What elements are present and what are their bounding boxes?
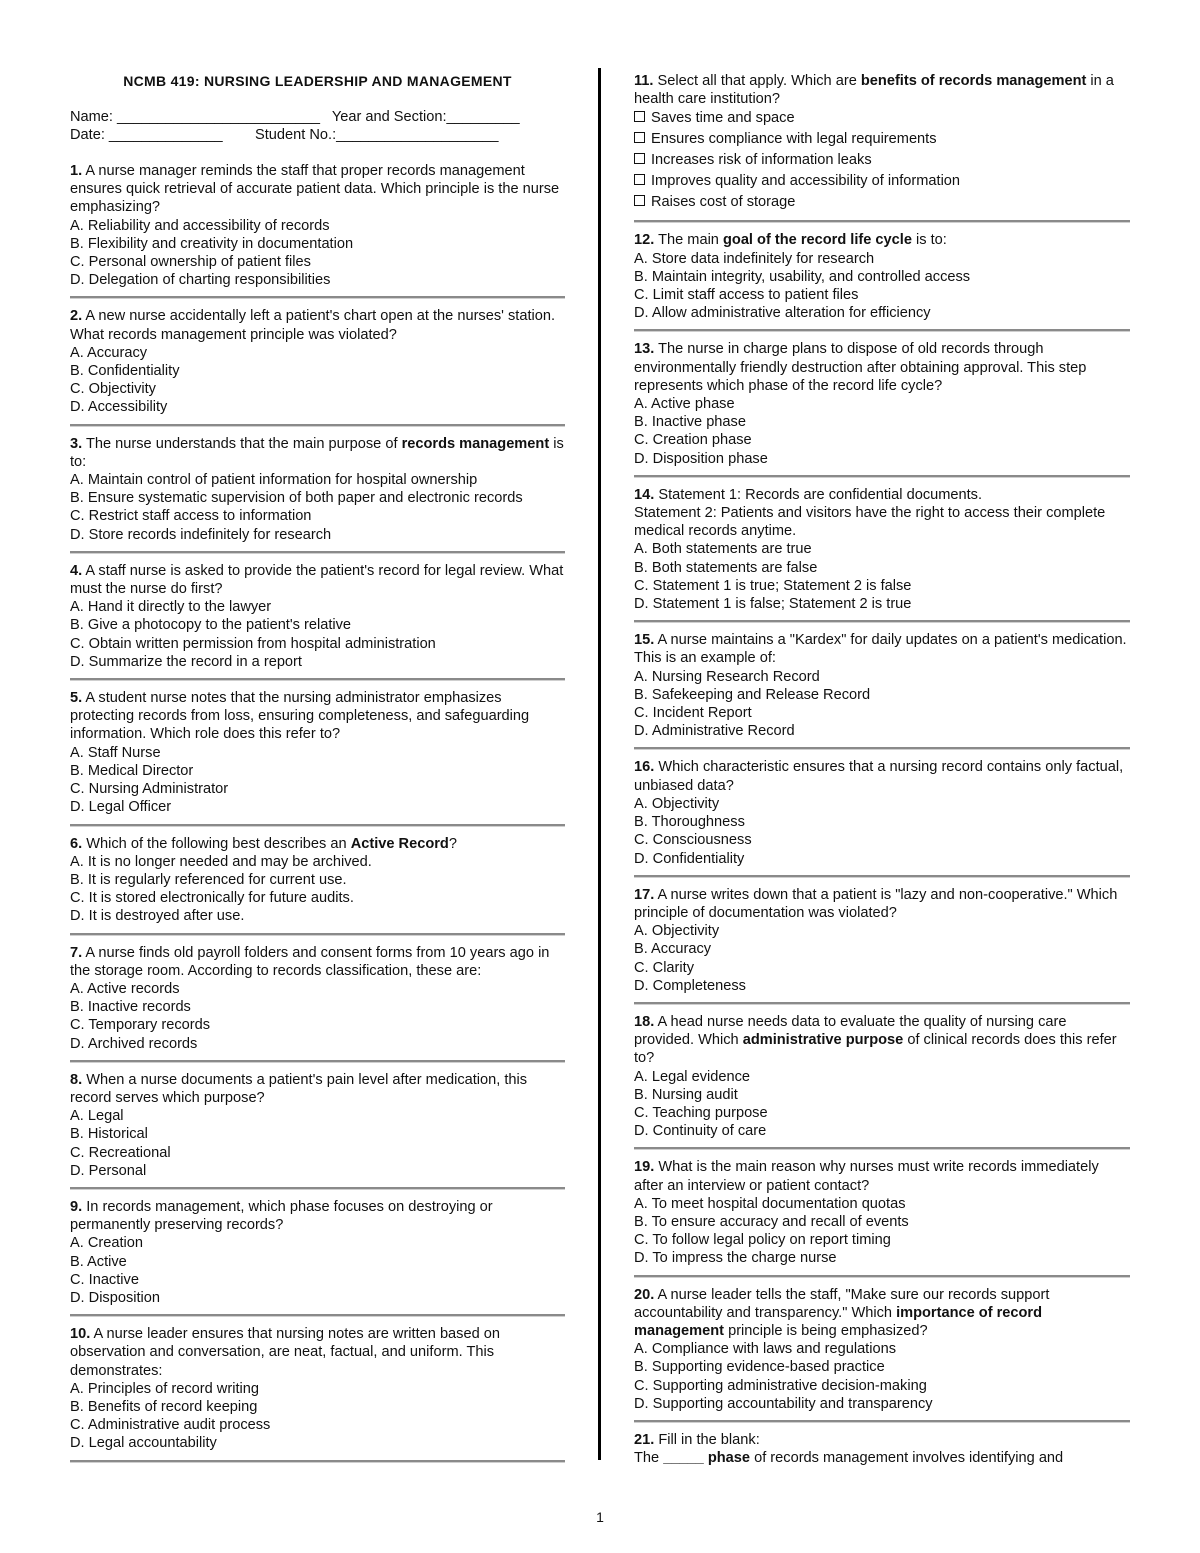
question-stem [634, 72, 1130, 108]
answer-option: A. Store data indefinitely for research [634, 250, 875, 267]
answer-option: B. Benefits of record keeping [70, 1398, 258, 1415]
question-separator [70, 933, 565, 936]
answer-option: B. Inactive records [70, 999, 191, 1016]
checkbox-option [634, 192, 1130, 213]
question-number: 16. [634, 759, 655, 776]
stem-text: A new nurse accidentally left a patient's chart open at the nurses' station. What records management principle was violated? [70, 308, 556, 343]
checkbox-icon [634, 111, 645, 122]
answer-option: C. Incident Report [634, 705, 752, 722]
question-number: 12. [634, 232, 655, 249]
answer-option: A. Objectivity [634, 923, 720, 940]
answer-option: B. Inactive phase [634, 414, 746, 431]
question-number: 6. [70, 835, 83, 852]
question-stem [634, 886, 1130, 922]
question-stem [70, 689, 565, 744]
question-stem [70, 1198, 565, 1234]
question-number: 19. [634, 1159, 655, 1176]
checkbox-label: Increases risk of information leaks [651, 152, 872, 169]
answer-option: D. Disposition [70, 1289, 161, 1306]
checkbox-option [634, 150, 1130, 171]
answer-option: C. Consciousness [634, 832, 752, 849]
answer-option: A. Staff Nurse [70, 744, 161, 761]
question-separator [70, 1187, 565, 1190]
answer-option: C. It is stored electronically for future audits. [70, 890, 354, 907]
stem-text: A staff nurse is asked to provide the patient's record for legal review. What must the nurse do first? [70, 562, 564, 598]
answer-option: D. Statement 1 is false; Statement 2 is true [634, 596, 912, 613]
question-number: 11. [634, 73, 654, 89]
question-stem [634, 1431, 1130, 1449]
answer-option: C. Limit staff access to patient files [634, 287, 859, 304]
answer-option: A. Active phase [634, 396, 735, 413]
question-number: 17. [634, 886, 655, 903]
question-stem [634, 631, 1130, 667]
answer-option: B. Give a photocopy to the patient's relative [70, 617, 352, 634]
checkbox-label: Ensures compliance with legal requirements [651, 131, 937, 148]
answer-option: B. Medical Director [70, 762, 194, 779]
question-1 [70, 162, 565, 289]
answer-option: C. Recreational [70, 1144, 171, 1161]
answer-option: D. Delegation of charting responsibilities [70, 272, 331, 289]
answer-option: B. Flexibility and creativity in documentation [70, 235, 354, 252]
question-stem [70, 1325, 565, 1380]
question-stem [634, 486, 1130, 504]
question-separator [70, 1314, 565, 1317]
answer-option: D. Store records indefinitely for research [70, 526, 332, 543]
question-separator [634, 1275, 1130, 1278]
answer-option: D. Summarize the record in a report [70, 653, 302, 670]
question-2 [70, 307, 565, 416]
fill-text: The [634, 1450, 664, 1467]
question-stem [70, 562, 565, 598]
stem-text: The main [658, 232, 723, 249]
question-number: 14. [634, 486, 655, 503]
stem-text: ? [448, 835, 457, 852]
stem-text: The nurse understands that the main purpose of [85, 435, 402, 452]
question-separator [634, 329, 1130, 332]
question-3 [70, 435, 565, 544]
answer-option: C. Obtain written permission from hospital administration [70, 635, 436, 652]
question-separator [70, 551, 565, 554]
stem-text: Statement 1: Records are confidential documents. [658, 486, 983, 503]
answer-option: A. Maintain control of patient information for hospital ownership [70, 472, 478, 489]
answer-option: D. Completeness [634, 977, 746, 994]
answer-option: B. Ensure systematic supervision of both paper and electronic records [70, 490, 523, 507]
question-4 [70, 562, 565, 671]
stem-text: Select all that apply. Which are [657, 73, 861, 89]
question-12 [634, 231, 1130, 322]
question-separator [634, 1002, 1130, 1005]
question-separator [70, 678, 565, 681]
answer-option: D. Administrative Record [634, 723, 795, 740]
answer-option: A. Compliance with laws and regulations [634, 1341, 897, 1358]
date-studentno-line: Date: ______________ Student No.:____________________ [70, 127, 499, 143]
question-separator [634, 1147, 1130, 1150]
question-stem [70, 162, 565, 217]
answer-option: C. To follow legal policy on report timing [634, 1232, 891, 1249]
stem-text: A nurse finds old payroll folders and consent forms from 10 years ago in the storage room. According to records classification, these are: [70, 944, 550, 979]
fill-blank-emphasis: _____ phase [663, 1450, 751, 1467]
checkbox-icon [634, 195, 645, 206]
question-17 [634, 886, 1130, 995]
question-number: 3. [70, 435, 83, 452]
answer-option: C. Supporting administrative decision-making [634, 1377, 927, 1394]
question-separator [70, 824, 565, 827]
question-21 [634, 1431, 1130, 1467]
answer-option: D. Allow administrative alteration for efficiency [634, 305, 931, 322]
question-13 [634, 340, 1130, 467]
question-stem [634, 758, 1130, 794]
question-number: 10. [70, 1326, 91, 1343]
stem-text: A student nurse notes that the nursing administrator emphasizes protecting records from loss, ensuring completeness, and safeguarding information. Which role does this refer to? [70, 690, 530, 743]
answer-option: C. Clarity [634, 959, 694, 976]
question-number: 1. [70, 163, 83, 179]
question-7 [70, 944, 565, 1053]
question-20 [634, 1286, 1130, 1413]
fill-in-blank-line [634, 1449, 1130, 1467]
student-info-header [70, 108, 565, 144]
stem-text: A nurse writes down that a patient is "lazy and non-cooperative." Which principle of documentation was violated? [634, 886, 1118, 921]
question-stem [70, 307, 565, 343]
answer-option: C. Teaching purpose [634, 1104, 768, 1121]
answer-option: C. Temporary records [70, 1017, 211, 1034]
question-separator [634, 475, 1130, 478]
question-separator [634, 875, 1130, 878]
document-title: NCMB 419: NURSING LEADERSHIP AND MANAGEMENT [123, 73, 512, 89]
question-separator [634, 620, 1130, 623]
answer-option: D. Confidentiality [634, 850, 745, 867]
question-stem [634, 1158, 1130, 1194]
checkbox-icon [634, 132, 645, 143]
stem-text: in a health care institution? [634, 73, 1114, 108]
answer-option: B. To ensure accuracy and recall of events [634, 1213, 909, 1230]
checkbox-label: Improves quality and accessibility of information [651, 173, 961, 190]
stem-text: A nurse manager reminds the staff that proper records management ensures quick retrieval of accurate patient data. Which principle is the nurse emphasizing? [70, 163, 560, 216]
question-separator [70, 424, 565, 427]
stem-emphasis: Active Record [350, 835, 449, 852]
stem-text: The nurse in charge plans to dispose of old records through environmentally friendly destruction after obtaining approval. This step represents which phase of the record life cycle? [634, 341, 1087, 394]
answer-option: A. Objectivity [634, 795, 720, 812]
question-number: 9. [70, 1198, 83, 1215]
answer-option: A. Principles of record writing [70, 1380, 259, 1397]
question-number: 15. [634, 632, 655, 649]
answer-option: C. Personal ownership of patient files [70, 254, 311, 271]
left-column [70, 68, 565, 1471]
question-14 [634, 486, 1130, 613]
answer-option: A. It is no longer needed and may be archived. [70, 853, 372, 870]
question-separator [70, 1460, 565, 1463]
stem-text: principle is being emphasized? [724, 1322, 928, 1339]
stem-emphasis: benefits of records management [860, 73, 1087, 89]
answer-option: A. Hand it directly to the lawyer [70, 599, 272, 616]
stem-text: Which of the following best describes an [86, 835, 351, 852]
name-year-line: Name: _________________________ Year and Section:_________ [70, 109, 520, 125]
answer-option: D. Personal [70, 1162, 147, 1179]
checkbox-icon [634, 174, 645, 185]
question-16 [634, 758, 1130, 867]
answer-option: B. Accuracy [634, 941, 712, 958]
right-column [634, 68, 1130, 1467]
checkbox-option [634, 129, 1130, 150]
answer-option: D. Legal accountability [70, 1435, 217, 1452]
answer-option: C. Inactive [70, 1271, 139, 1288]
answer-option: A. Legal evidence [634, 1068, 751, 1085]
answer-option: C. Restrict staff access to information [70, 508, 312, 525]
question-stem [70, 835, 565, 853]
question-stem [70, 944, 565, 980]
answer-option: A. Accuracy [70, 344, 148, 361]
question-separator [634, 220, 1130, 223]
answer-option: C. Nursing Administrator [70, 781, 229, 798]
answer-option: D. It is destroyed after use. [70, 908, 245, 925]
answer-option: B. Historical [70, 1126, 148, 1143]
checkbox-label: Saves time and space [651, 110, 795, 127]
stem-emphasis: importance of record management [634, 1304, 1043, 1339]
stem-emphasis: records management [401, 435, 550, 452]
fill-text: of records management involves identifying and [750, 1450, 1064, 1467]
stem-text: Which characteristic ensures that a nursing record contains only factual, unbiased data? [634, 759, 1124, 794]
answer-option: A. Reliability and accessibility of records [70, 217, 330, 234]
right-questions [634, 72, 1130, 1467]
question-stem [634, 231, 1130, 249]
question-number: 2. [70, 308, 83, 325]
column-divider [598, 68, 601, 1460]
question-separator [634, 747, 1130, 750]
answer-option: A. Creation [70, 1235, 144, 1252]
question-number: 5. [70, 690, 83, 707]
answer-option: B. Maintain integrity, usability, and controlled access [634, 268, 971, 285]
answer-option: B. It is regularly referenced for current use. [70, 871, 347, 888]
question-number: 20. [634, 1286, 655, 1303]
question-8 [70, 1071, 565, 1180]
question-5 [70, 689, 565, 816]
answer-option: A. Nursing Research Record [634, 668, 820, 685]
answer-option: B. Thoroughness [634, 814, 745, 831]
answer-option: D. Supporting accountability and transparency [634, 1395, 933, 1412]
answer-option: B. Nursing audit [634, 1086, 738, 1103]
question-11 [634, 72, 1130, 213]
question-separator [634, 1420, 1130, 1423]
answer-option: D. Continuity of care [634, 1123, 767, 1140]
question-number: 13. [634, 341, 655, 358]
checkbox-option [634, 171, 1130, 192]
answer-option: A. Both statements are true [634, 541, 812, 558]
question-stem [634, 340, 1130, 395]
stem-text: A nurse maintains a "Kardex" for daily updates on a patient's medication. This is an example of: [634, 632, 1127, 667]
checkbox-option [634, 108, 1130, 129]
question-9 [70, 1198, 565, 1307]
stem-text: What is the main reason why nurses must write records immediately after an interview or patient contact? [634, 1159, 1099, 1194]
question-number: 8. [70, 1071, 83, 1088]
question-number: 7. [70, 944, 83, 961]
stem-text: A nurse leader ensures that nursing notes are written based on observation and conversation, are neat, factual, and uniform. This demonstrates: [70, 1326, 500, 1379]
question-19 [634, 1158, 1130, 1267]
question-separator [70, 296, 565, 299]
answer-option: B. Active [70, 1253, 127, 1270]
stem-text: In records management, which phase focuses on destroying or permanently preserving records? [70, 1198, 493, 1234]
answer-option: D. Legal Officer [70, 799, 172, 816]
stem-text: is to: [911, 232, 947, 249]
stem-text: A head nurse needs data to evaluate the quality of nursing care provided. Which [634, 1013, 1067, 1049]
checkbox-icon [634, 153, 645, 164]
answer-option: C. Administrative audit process [70, 1417, 271, 1434]
question-10 [70, 1325, 565, 1452]
left-questions [70, 162, 565, 1463]
answer-option: B. Confidentiality [70, 363, 180, 380]
answer-option: C. Statement 1 is true; Statement 2 is false [634, 577, 912, 594]
question-stem [70, 435, 565, 471]
stem-emphasis: administrative purpose [742, 1032, 904, 1049]
question-stem [70, 1071, 565, 1107]
stem-text: When a nurse documents a patient's pain level after medication, this record serves which purpose? [70, 1071, 528, 1106]
answer-option: A. Active records [70, 980, 180, 997]
stem-text: is to: [70, 435, 564, 470]
answer-option: A. To meet hospital documentation quotas [634, 1195, 906, 1212]
question-6 [70, 835, 565, 926]
answer-option: B. Supporting evidence-based practice [634, 1359, 885, 1376]
question-15 [634, 631, 1130, 740]
answer-option: C. Objectivity [70, 381, 156, 398]
answer-option: A. Legal [70, 1108, 124, 1125]
page-number: 1 [596, 1509, 604, 1525]
question-18 [634, 1013, 1130, 1140]
question-separator [70, 1060, 565, 1063]
answer-option: B. Safekeeping and Release Record [634, 686, 871, 703]
stem-second-statement: Statement 2: Patients and visitors have the right to access their complete medical records anytime. [634, 505, 1106, 540]
checkbox-label: Raises cost of storage [651, 194, 796, 211]
stem-emphasis: goal of the record life cycle [722, 232, 912, 249]
answer-option: D. Archived records [70, 1035, 198, 1052]
answer-option: D. Disposition phase [634, 450, 768, 467]
answer-option: B. Both statements are false [634, 559, 818, 576]
question-number: 4. [70, 562, 83, 579]
question-stem [634, 1286, 1130, 1341]
stem-text: Fill in the blank: [658, 1431, 760, 1448]
question-number: 21. [634, 1431, 655, 1448]
question-stem [634, 1013, 1130, 1068]
stem-text: of clinical records does this refer to? [634, 1032, 1117, 1067]
answer-option: D. Accessibility [70, 399, 168, 416]
answer-option: D. To impress the charge nurse [634, 1250, 837, 1267]
question-number: 18. [634, 1013, 655, 1030]
answer-option: C. Creation phase [634, 432, 752, 449]
stem-text: A nurse leader tells the staff, "Make sure our records support accountability and transparency." Which [634, 1286, 1050, 1321]
